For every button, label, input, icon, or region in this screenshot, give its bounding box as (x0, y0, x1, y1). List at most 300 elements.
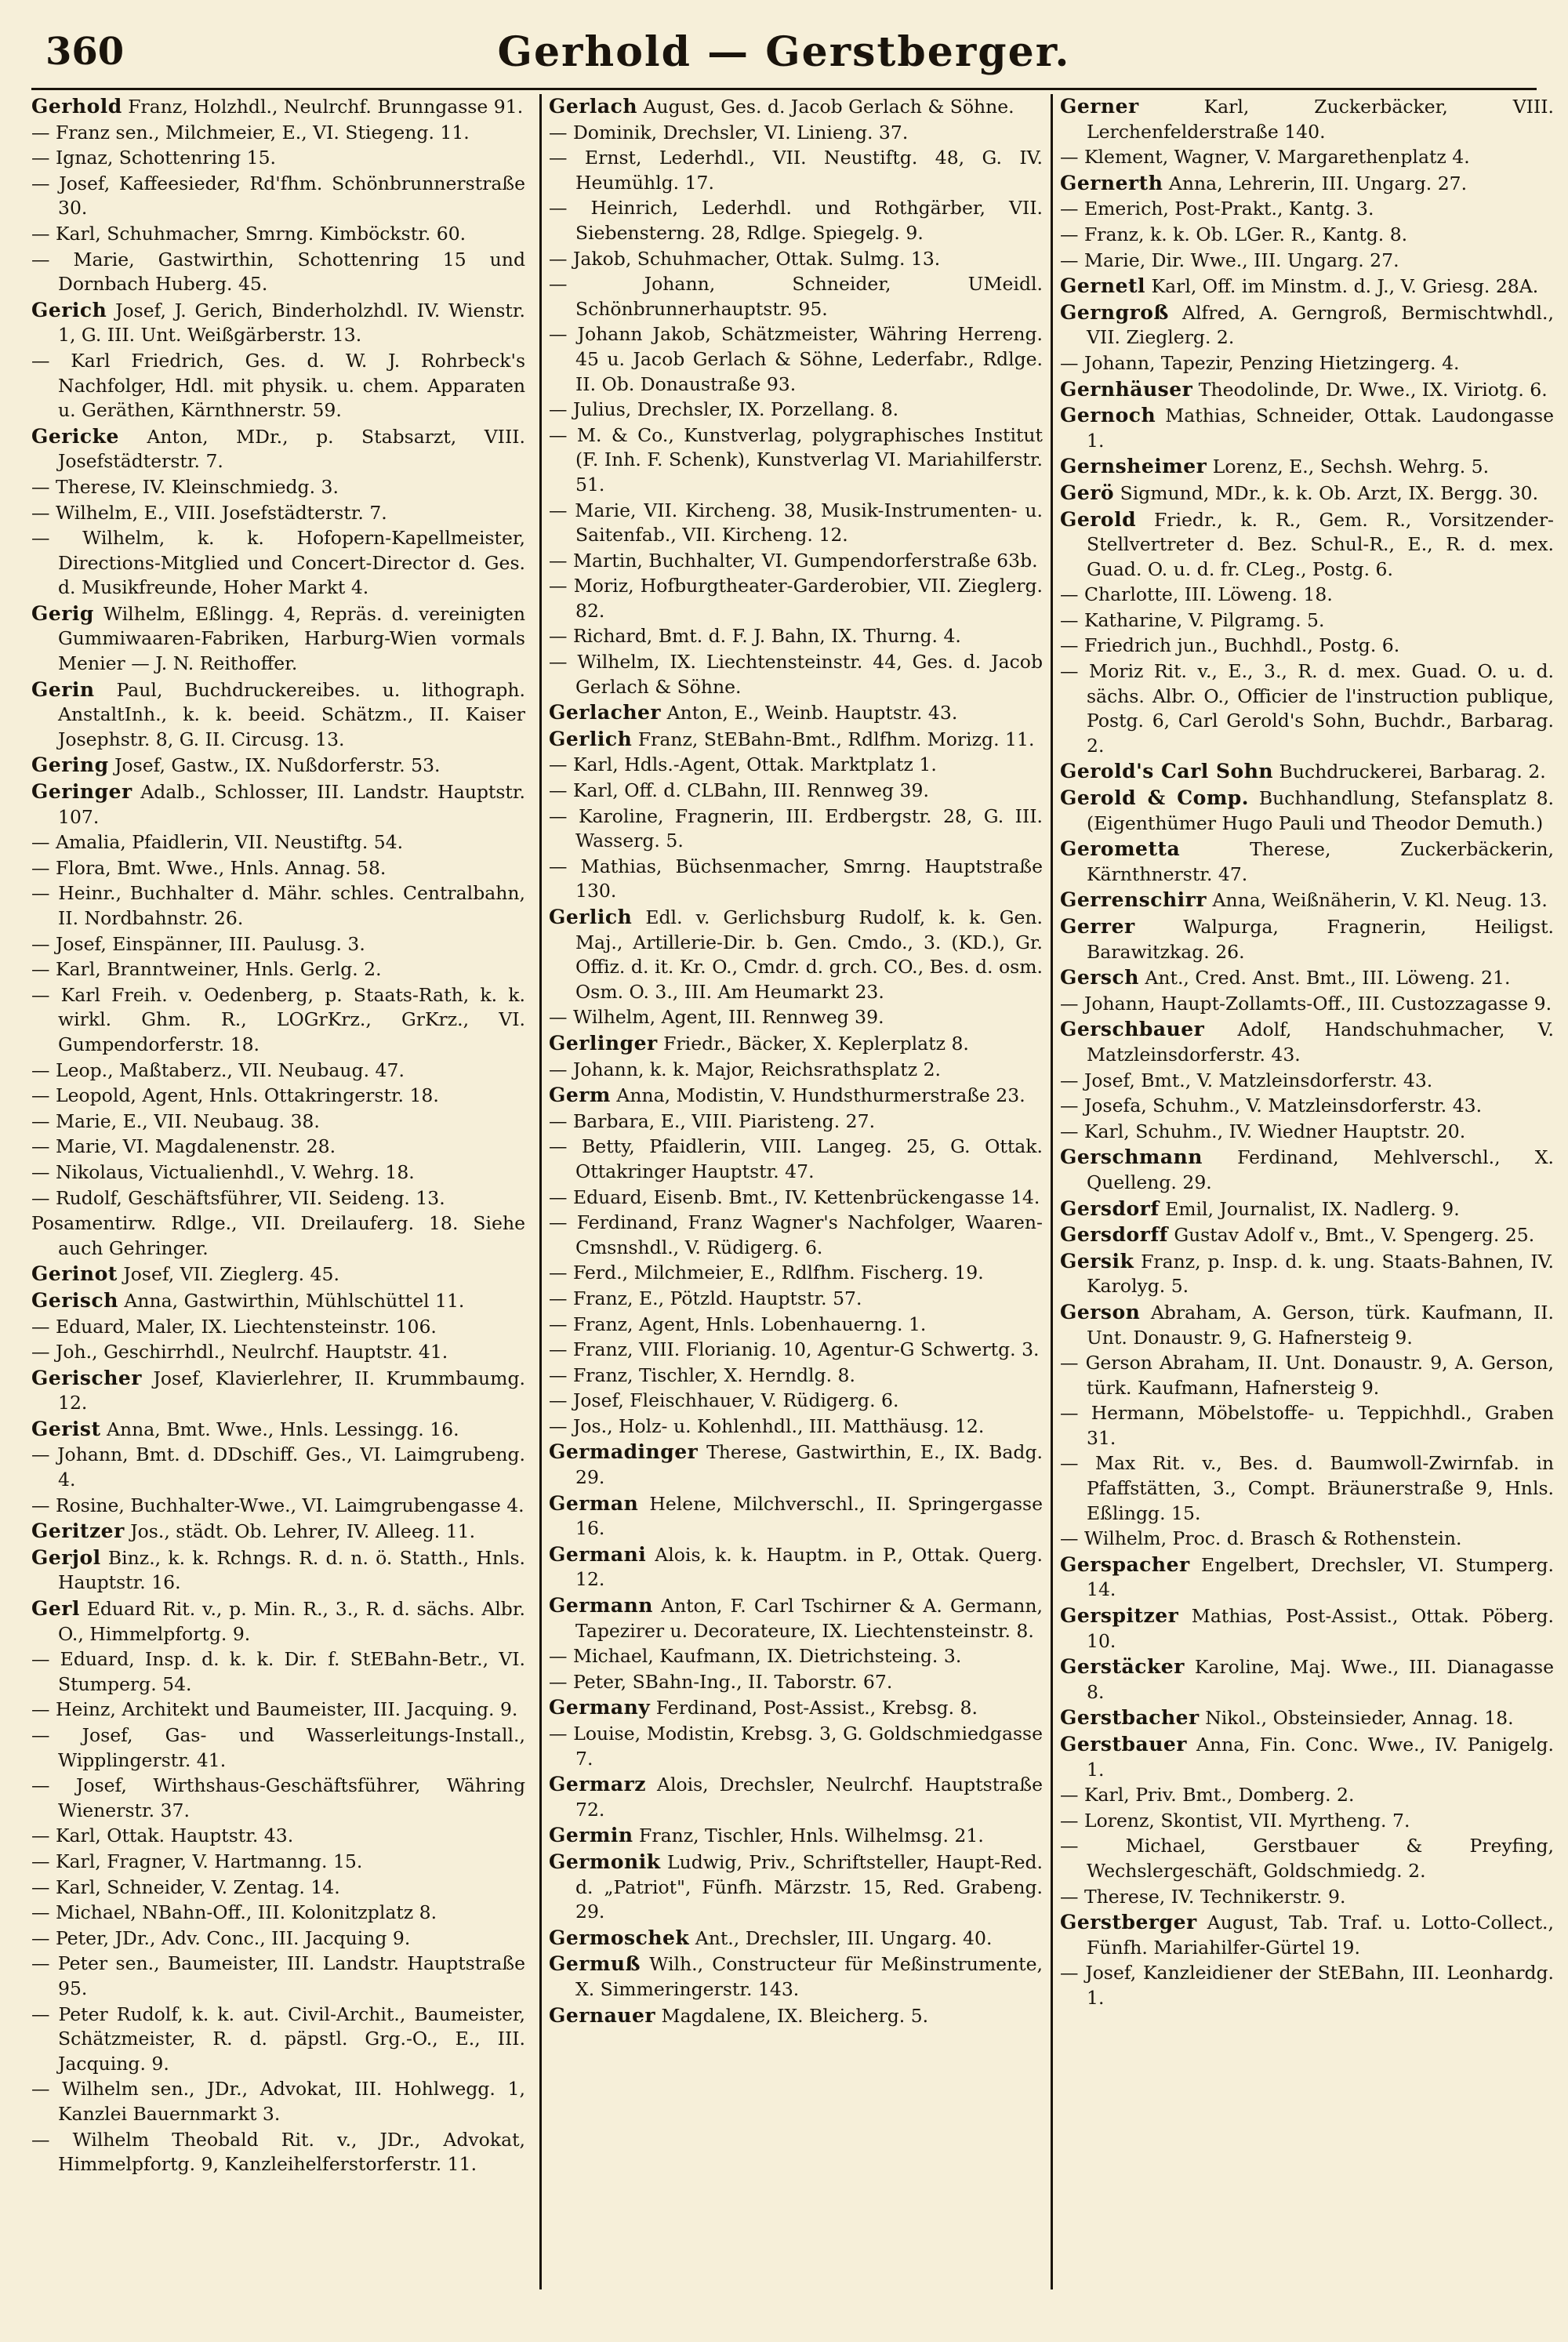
directory-entry (1060, 171, 1554, 197)
entry-text: Therese, Gastwirthin, E., IX. Badg. 29. (575, 1441, 1043, 1489)
entry-surname: Germarz (549, 1773, 646, 1796)
entry-surname: Germann (549, 1594, 653, 1618)
entry-surname: Gernetl (1060, 274, 1146, 298)
entry-text: — Ernst, Lederhdl., VII. Neustiftg. 48, G. IV. Heumühlg. 17. (549, 147, 1043, 194)
directory-entry (1060, 659, 1554, 758)
entry-text: Franz, p. Insp. d. k. ung. Staats-Bahnen, IV. Karolyg. 5. (1087, 1250, 1554, 1298)
entry-text: — Johann Jakob, Schätzmeister, Währing Herreng. 45 u. Jacob Gerlach & Söhne, Lederfabr., Rdlge. II. Ob. Donaustraße 93. (549, 323, 1043, 395)
directory-entry (31, 1519, 525, 1545)
entry-text: Mathias, Schneider, Ottak. Laudongasse 1. (1087, 405, 1554, 452)
directory-entry (1060, 1196, 1554, 1222)
entry-text: — Peter, JDr., Adv. Conc., III. Jacquing 9. (31, 1926, 411, 1949)
directory-entry (1060, 94, 1554, 144)
entry-text: Anna, Bmt. Wwe., Hnls. Lessingg. 16. (107, 1418, 459, 1440)
entry-text: — Wilhelm, IX. Liechtensteinstr. 44, Ges. d. Jacob Gerlach & Söhne. (549, 651, 1043, 698)
entry-surname: Gerig (31, 601, 94, 625)
entry-text: — Leopold, Agent, Hnls. Ottakringerstr. 18. (31, 1084, 439, 1107)
directory-entry (549, 1542, 1043, 1592)
directory-entry (31, 424, 525, 474)
entry-surname: Gersdorf (1060, 1196, 1160, 1220)
directory-entry (1060, 197, 1554, 222)
entry-text: Anna, Weißnäherin, V. Kl. Neug. 13. (1212, 889, 1548, 912)
directory-entry (31, 753, 525, 779)
directory-entry (31, 1697, 525, 1723)
directory-entry (1060, 1351, 1554, 1400)
directory-entry (31, 1109, 525, 1135)
entry-surname: Gerlacher (549, 701, 662, 724)
entry-text: — Emerich, Post-Prakt., Kantg. 3. (1060, 198, 1374, 220)
entry-surname: Gerner (1060, 95, 1139, 118)
entry-surname: Gernhäuser (1060, 377, 1193, 401)
directory-entry (549, 1772, 1043, 1822)
entry-surname: Gerisch (31, 1288, 118, 1312)
directory-entry (31, 1058, 525, 1084)
entry-text: Anton, F. Carl Tschirner & A. Germann, Tapezirer u. Decorateure, IX. Liechtensteinstr. 8. (575, 1595, 1043, 1642)
directory-entry (31, 1211, 525, 1261)
column-divider (1051, 94, 1053, 2289)
directory-entry (1060, 837, 1554, 887)
entry-surname: Gernsheimer (1060, 455, 1207, 478)
directory-entry (549, 753, 1043, 778)
entry-text: Ferdinand, Post-Assist., Krebsg. 8. (655, 1697, 978, 1719)
directory-entry (31, 94, 525, 120)
entry-surname: Gernauer (549, 2003, 656, 2027)
directory-entry (549, 1695, 1043, 1721)
directory-entry (31, 1723, 525, 1773)
directory-entry (31, 298, 525, 348)
directory-entry (549, 94, 1043, 120)
entry-text: — Leop., Maßtaberz., VII. Neubaug. 47. (31, 1058, 405, 1081)
entry-text: — Peter Rudolf, k. k. aut. Civil-Archit., Baumeister, Schätzmeister, R. d. päpstl. Grg.-O., E., III. Jacquing. 9. (31, 2003, 525, 2075)
entry-text: Buchhandlung, Stefansplatz 8. (Eigenthümer Hugo Pauli und Theodor Demuth.) (1087, 787, 1554, 834)
entry-text: — M. & Co., Kunstverlag, polygraphisches Institut (F. Inh. F. Schenk), Kunstverlag VI. Mariahilferstr. 51. (549, 423, 1043, 496)
entry-text: Ludwig, Priv., Schriftsteller, Haupt-Red. d. „Patriot", Fünfh. Märzstr. 15, Red. Grabeng. 29. (575, 1850, 1043, 1923)
entry-surname: Germany (549, 1696, 651, 1719)
entry-surname: Germadinger (549, 1440, 699, 1464)
entry-text: Paul, Buchdruckereibes. u. lithograph. AnstaltInh., k. k. beeid. Schätzm., II. Kaiser Josephstr. 8, G. II. Circusg. 13. (58, 678, 525, 750)
directory-entry (31, 1901, 525, 1926)
entry-text: — Heinrich, Lederhdl. und Rothgärber, VII. Siebensterng. 28, Rdlge. Spiegelg. 9. (549, 197, 1043, 244)
entry-text: — Josef, Einspänner, III. Paulusg. 3. (31, 932, 365, 955)
directory-entry (31, 1443, 525, 1492)
entry-text: — Betty, Pfaidlerin, VIII. Langeg. 25, G. Ottak. Ottakringer Hauptstr. 47. (549, 1135, 1043, 1182)
entry-text: Theodolinde, Dr. Wwe., IX. Viriotg. 6. (1198, 378, 1548, 401)
directory-entry (31, 501, 525, 526)
directory-entry (31, 1926, 525, 1952)
directory-entry (1060, 1705, 1554, 1731)
directory-entry (549, 779, 1043, 804)
directory-entry (31, 1262, 525, 1287)
directory-entry (549, 1850, 1043, 1925)
entry-text: — Franz, k. k. Ob. LGer. R., Kantg. 8. (1060, 223, 1408, 245)
entry-text: — Wilhelm, k. k. Hofopern-Kapellmeister, Directions-Mitglied und Concert-Director d. Ges. d. Musikfreunde, Hoher Markt 4. (31, 527, 525, 599)
entry-text: Posamentirw. Rdlge., VII. Dreilauferg. 18. Siehe auch Gehringer. (31, 1212, 525, 1259)
entry-text: — Marie, VII. Kircheng. 38, Musik-Instrumenten- u. Saitenfab., VII. Kircheng. 12. (549, 499, 1043, 546)
entry-text: — Eduard, Insp. d. k. k. Dir. f. StEBahn-Betr., VI. Stumperg. 54. (31, 1648, 525, 1695)
directory-entry (1060, 145, 1554, 170)
directory-entry (549, 1926, 1043, 1952)
directory-entry (1060, 377, 1554, 403)
entry-text: Franz, Tischler, Hnls. Wilhelmsg. 21. (639, 1825, 984, 1847)
directory-entry (1060, 274, 1554, 300)
directory-entry (1060, 1222, 1554, 1248)
entry-text: Nikol., Obsteinsieder, Annag. 18. (1205, 1707, 1514, 1730)
directory-entry (549, 700, 1043, 726)
entry-surname: Gerschmann (1060, 1146, 1203, 1169)
entry-text: — Karl, Ottak. Hauptstr. 43. (31, 1825, 294, 1847)
directory-entry (549, 247, 1043, 272)
directory-entry (1060, 1145, 1554, 1195)
entry-surname: Gerich (31, 298, 107, 321)
directory-entry (1060, 1603, 1554, 1654)
entry-text: — Karl, Fragner, V. Hartmanng. 15. (31, 1850, 363, 1872)
entry-surname: Gerlich (549, 727, 633, 750)
entry-text: — Karl, Schneider, V. Zentag. 14. (31, 1875, 340, 1898)
entry-text: Franz, Holzhdl., Neulrchf. Brunngasse 91. (128, 96, 524, 118)
entry-text: — Friedrich jun., Buchhdl., Postg. 6. (1060, 634, 1400, 657)
directory-entry (549, 272, 1043, 321)
directory-entry (549, 1261, 1043, 1286)
entry-text: Anna, Fin. Conc. Wwe., IV. Panigelg. 1. (1087, 1734, 1554, 1781)
entry-surname: Gerl (31, 1597, 80, 1621)
entry-surname: Gericke (31, 424, 119, 448)
entry-text: Anna, Modistin, V. Hundsthurmerstraße 23. (616, 1084, 1025, 1107)
directory-entry (549, 1186, 1043, 1211)
entry-text: Sigmund, MDr., k. k. Ob. Arzt, IX. Bergg. 30. (1120, 481, 1539, 504)
directory-entry (1060, 1885, 1554, 1910)
directory-entry (1060, 1552, 1554, 1603)
directory-entry (31, 1596, 525, 1647)
directory-entry (31, 526, 525, 601)
entry-text: — Flora, Bmt. Wwe., Hnls. Annag. 58. (31, 856, 387, 879)
entry-text: Karl, Off. im Minstm. d. J., V. Griesg. 28A. (1151, 275, 1539, 298)
directory-entry (549, 1313, 1043, 1338)
entry-text: Wilhelm, Eßlingg. 4, Repräs. d. vereinigten Gummiwaaren-Fabriken, Harburg-Wien vormals Menier — J. N. Reithoffer. (58, 602, 525, 675)
entry-text: — Karl, Branntweiner, Hnls. Gerlg. 2. (31, 958, 382, 981)
directory-entry (1060, 634, 1554, 659)
entry-text: — Franz, Agent, Hnls. Lobenhauerng. 1. (549, 1313, 927, 1335)
entry-text: — Rudolf, Geschäftsführer, VII. Seideng. 13. (31, 1186, 445, 1209)
entry-surname: Gerstbauer (1060, 1733, 1187, 1756)
directory-entry (1060, 1451, 1554, 1526)
entry-surname: Gerson (1060, 1300, 1141, 1324)
directory-entry (549, 727, 1043, 753)
entry-surname: Gerrenschirr (1060, 888, 1207, 912)
entry-text: Josef, Klavierlehrer, II. Krummbaumg. 12. (58, 1367, 525, 1414)
directory-entry (31, 2003, 525, 2077)
entry-text: — Max Rit. v., Bes. d. Baumwoll-Zwirnfab. in Pfaffstätten, 3., Compt. Bräunerstraße 9, Hnls. Eßlingg. 15. (1060, 1452, 1554, 1524)
entry-text: — Lorenz, Skontist, VII. Myrtheng. 7. (1060, 1809, 1410, 1832)
entry-surname: Gerinot (31, 1262, 118, 1286)
entry-text: — Josef, Fleischhauer, V. Rüdigerg. 6. (549, 1389, 899, 1412)
entry-text: — Marie, Gastwirthin, Schottenring 15 und Dornbach Huberg. 45. (31, 248, 525, 296)
entry-surname: Gernerth (1060, 171, 1163, 194)
entry-text: Alfred, A. Gerngroß, Bermischtwhdl., VII. Zieglerg. 2. (1087, 301, 1554, 349)
entry-text: — Therese, IV. Technikerstr. 9. (1060, 1885, 1346, 1908)
directory-entry (31, 779, 525, 830)
entry-text: — Marie, E., VII. Neubaug. 38. (31, 1109, 320, 1132)
directory-entry (1060, 1910, 1554, 1960)
entry-text: Friedr., Bäcker, X. Keplerplatz 8. (663, 1032, 969, 1055)
entry-surname: Gerspitzer (1060, 1604, 1179, 1628)
directory-entry (31, 881, 525, 931)
directory-entry (1060, 454, 1554, 480)
entry-text: Abraham, A. Gerson, türk. Kaufmann, II. Unt. Donaustr. 9, G. Hafnersteig 9. (1087, 1301, 1554, 1349)
entry-text: Adalb., Schlosser, III. Landstr. Hauptstr. 107. (58, 781, 525, 828)
entry-text: — Karl, Schuhm., IV. Wiedner Hauptstr. 20. (1060, 1120, 1466, 1142)
directory-entry (549, 1593, 1043, 1643)
directory-entry (549, 1440, 1043, 1490)
entry-text: — Moriz, Hofburgtheater-Garderobier, VII. Zieglerg. 82. (549, 575, 1043, 622)
directory-entry (1060, 965, 1554, 991)
directory-entry (1060, 888, 1554, 913)
entry-surname: Gerjol (31, 1545, 101, 1569)
directory-entry (1060, 1094, 1554, 1119)
directory-entry (1060, 1732, 1554, 1782)
entry-text: — Josefa, Schuhm., V. Matzleinsdorferstr. 43. (1060, 1095, 1483, 1117)
entry-surname: Gerin (31, 677, 95, 701)
directory-entry (31, 1084, 525, 1109)
entry-surname: Germ (549, 1084, 611, 1107)
entry-surname: Geritzer (31, 1520, 125, 1543)
entry-surname: Geringer (31, 780, 132, 804)
entry-text: Josef, J. Gerich, Binderholzhdl. IV. Wienstr. 1, G. III. Unt. Weißgärberstr. 13. (58, 299, 525, 347)
entry-text: — Mathias, Büchsenmacher, Smrng. Hauptstraße 130. (549, 855, 1043, 902)
entry-surname: Germin (549, 1824, 633, 1847)
entry-text: — Karl Freih. v. Oedenberg, p. Staats-Rath, k. k. wirkl. Ghm. R., LOGrKrz., GrKrz., VI. Gumpendorferstr. 18. (31, 983, 525, 1055)
entry-text: Karoline, Maj. Wwe., III. Dianagasse 8. (1087, 1656, 1554, 1703)
directory-entry (31, 1340, 525, 1365)
entry-text: Wilh., Constructeur für Meßinstrumente, X. Simmeringerstr. 143. (575, 1953, 1043, 2000)
directory-entry (1060, 1654, 1554, 1705)
directory-entry (549, 398, 1043, 423)
entry-text: Jos., städt. Ob. Lehrer, IV. Alleeg. 11. (130, 1520, 476, 1543)
entry-text: — Amalia, Pfaidlerin, VII. Neustiftg. 54. (31, 831, 404, 854)
page-number: 360 (45, 30, 125, 74)
entry-text: — Karl, Priv. Bmt., Domberg. 2. (1060, 1784, 1355, 1806)
directory-entry (31, 957, 525, 982)
entry-text: — Ferd., Milchmeier, E., Rdlfhm. Fischerg. 19. (549, 1262, 984, 1284)
directory-entry (549, 423, 1043, 498)
directory-entry (549, 855, 1043, 904)
directory-entry (1060, 1834, 1554, 1883)
directory-entry (1060, 300, 1554, 350)
entry-text: Magdalene, IX. Bleicherg. 5. (661, 2004, 929, 2027)
directory-entry (31, 1850, 525, 1875)
column-3 (1060, 94, 1554, 2313)
entry-text: — Richard, Bmt. d. F. J. Bahn, IX. Thurng. 4. (549, 625, 961, 648)
entry-text: — Karl, Schuhmacher, Smrng. Kimböckstr. 60. (31, 222, 466, 245)
entry-surname: Gerold (1060, 507, 1137, 531)
entry-surname: Gerö (1060, 481, 1115, 504)
directory-entry (549, 1005, 1043, 1030)
directory-entry (1060, 1527, 1554, 1552)
entry-surname: Gerold & Comp. (1060, 786, 1249, 810)
entry-text: — Jos., Holz- u. Kohlenhdl., III. Matthäusg. 12. (549, 1414, 985, 1437)
entry-text: — Michael, Gerstbauer & Preyfing, Wechslergeschäft, Goldschmiedg. 2. (1060, 1835, 1554, 1882)
directory-entry (1060, 992, 1554, 1017)
entry-text: — Peter, SBahn-Ing., II. Taborstr. 67. (549, 1670, 893, 1693)
entry-text: — Charlotte, III. Löweng. 18. (1060, 583, 1333, 606)
entry-surname: German (549, 1491, 639, 1515)
directory-entry (549, 905, 1043, 1004)
directory-entry (1060, 249, 1554, 274)
directory-entry (31, 1494, 525, 1519)
directory-entry (31, 830, 525, 855)
directory-entry (549, 1031, 1043, 1057)
directory-entry (1060, 1120, 1554, 1145)
page-header (31, 22, 1537, 85)
directory-entry (31, 146, 525, 171)
entry-text: Adolf, Handschuhmacher, V. Matzleinsdorferstr. 43. (1087, 1018, 1554, 1066)
entry-text: — Joh., Geschirrhdl., Neulrchf. Hauptstr. 41. (31, 1341, 448, 1363)
entry-text: Therese, Zuckerbäckerin, Kärnthnerstr. 47. (1087, 838, 1554, 885)
entry-text: Anton, MDr., p. Stabsarzt, VIII. Josefstädterstr. 7. (58, 425, 525, 473)
running-head: Gerhold — Gerstberger. (497, 28, 1071, 76)
directory-entry (31, 1824, 525, 1849)
directory-entry (1060, 786, 1554, 836)
directory-entry (549, 1287, 1043, 1312)
directory-entry (31, 1774, 525, 1823)
entry-text: Ant., Drechsler, III. Ungarg. 40. (695, 1926, 993, 1949)
directory-entry (31, 601, 525, 677)
entry-text: — Gerson Abraham, II. Unt. Donaustr. 9, A. Gerson, türk. Kaufmann, Hafnersteig 9. (1060, 1352, 1554, 1399)
directory-entry (31, 1315, 525, 1340)
entry-text: Edl. v. Gerlichsburg Rudolf, k. k. Gen. Maj., Artillerie-Dir. b. Gen. Cmdo., 3. (KD.), Gr. Offiz. d. it. Kr. O., Cmdr. d. grch. CO., Bes. d. osm. Osm. O. 3., III. Am Heumarkt 23. (575, 906, 1043, 1003)
entry-surname: Gerlich (549, 906, 633, 928)
entry-text: Mathias, Post-Assist., Ottak. Pöberg. 10. (1087, 1605, 1554, 1652)
entry-text: — Klement, Wagner, V. Margarethenplatz 4. (1060, 146, 1470, 169)
directory-entry (1060, 583, 1554, 608)
entry-surname: Germonik (549, 1850, 661, 1873)
directory-entry (549, 1211, 1043, 1260)
directory-entry (31, 1417, 525, 1443)
entry-text: — Johann, Haupt-Zollamts-Off., III. Custozzagasse 9. (1060, 992, 1552, 1015)
entry-text: Engelbert, Drechsler, VI. Stumperg. 14. (1087, 1553, 1554, 1601)
entry-surname: Gerstäcker (1060, 1655, 1185, 1679)
directory-entry (549, 1338, 1043, 1363)
directory-entry (1060, 759, 1554, 785)
entry-text: — Wilhelm, Proc. d. Brasch & Rothenstein. (1060, 1527, 1462, 1550)
directory-entry (31, 1135, 525, 1160)
directory-entry (31, 932, 525, 957)
entry-surname: Gerspacher (1060, 1552, 1190, 1576)
directory-entry (31, 677, 525, 753)
entry-text: — Therese, IV. Kleinschmiedg. 3. (31, 475, 339, 498)
entry-text: — Karl Friedrich, Ges. d. W. J. Rohrbeck's Nachfolger, Hdl. mit physik. u. chem. Apparaten u. Geräthen, Kärnthnerstr. 59. (31, 349, 525, 422)
directory-entry (549, 804, 1043, 854)
entry-surname: Gerischer (31, 1366, 142, 1389)
entry-text: — Karl, Off. d. CLBahn, III. Rennweg 39. (549, 779, 929, 802)
directory-entry (549, 624, 1043, 649)
entry-text: — Eduard, Eisenb. Bmt., IV. Kettenbrückengasse 14. (549, 1186, 1040, 1208)
entry-surname: Gerlach (549, 95, 638, 118)
entry-text: — Louise, Modistin, Krebsg. 3, G. Goldschmiedgasse 7. (549, 1723, 1043, 1770)
entry-surname: Gersdorff (1060, 1223, 1168, 1247)
entry-surname: Gering (31, 753, 109, 777)
entry-surname: Gersik (1060, 1249, 1134, 1273)
directory-entry (549, 499, 1043, 548)
entry-surname: Gerometta (1060, 837, 1181, 861)
entry-surname: Gerhold (31, 95, 122, 118)
entry-text: — Moriz Rit. v., E., 3., R. d. mex. Guad. O. u. d. sächs. Albr. O., Officier de l'instruction publique, Postg. 6, Carl Gerold's Sohn, Buchdr., Barbarag. 2. (1060, 660, 1554, 757)
entry-surname: Gernoch (1060, 404, 1156, 427)
entry-text: — Josef, Wirthshaus-Geschäftsführer, Währing Wienerstr. 37. (31, 1774, 525, 1821)
entry-text: Lorenz, E., Sechsh. Wehrg. 5. (1212, 456, 1490, 478)
entry-text: Anna, Gastwirthin, Mühlschüttel 11. (124, 1289, 465, 1312)
entry-text: — Heinz, Architekt und Baumeister, III. Jacquing. 9. (31, 1698, 518, 1721)
directory-entry (1060, 1300, 1554, 1350)
entry-surname: Germani (549, 1542, 647, 1566)
directory-entry (31, 1545, 525, 1596)
column-2 (549, 94, 1043, 2313)
entry-text: Friedr., k. R., Gem. R., Vorsitzender-Stellvertreter d. Bez. Schul-R., E., R. d. mex. Guad. O. u. d. fr. CLeg., Postg. 6. (1087, 508, 1554, 580)
directory-entry (549, 121, 1043, 146)
entry-text: — Dominik, Drechsler, VI. Linieng. 37. (549, 121, 909, 143)
directory-entry (31, 1366, 525, 1416)
entry-text: Emil, Journalist, IX. Nadlerg. 9. (1165, 1197, 1460, 1220)
entry-text: — Martin, Buchhalter, VI. Gumpendorferstraße 63b. (549, 549, 1038, 572)
entry-text: Ferdinand, Mehlverschl., X. Quelleng. 29. (1087, 1146, 1554, 1193)
directory-entry (549, 1363, 1043, 1389)
directory-entry (31, 1186, 525, 1211)
entry-surname: Gerstberger (1060, 1911, 1197, 1934)
directory-entry (1060, 1809, 1554, 1834)
entry-surname: Gersch (1060, 966, 1139, 989)
directory-entry (31, 172, 525, 221)
directory-entry (549, 322, 1043, 397)
directory-entry (1060, 351, 1554, 376)
directory-entry (31, 856, 525, 881)
directory-entry (31, 2077, 525, 2126)
entry-text: August, Tab. Traf. u. Lotto-Collect., Fünfh. Mariahilfer-Gürtel 19. (1087, 1912, 1554, 1959)
directory-entry (31, 222, 525, 247)
directory-entry (31, 1160, 525, 1186)
entry-text: Franz, StEBahn-Bmt., Rdlfhm. Morizg. 11. (637, 728, 1035, 750)
entry-text: — Rosine, Buchhalter-Wwe., VI. Laimgrubengasse 4. (31, 1494, 524, 1516)
directory-entry (31, 1288, 525, 1314)
entry-surname: Gerngroß (1060, 300, 1169, 324)
entry-text: — Katharine, V. Pilgramg. 5. (1060, 608, 1325, 631)
entry-text: — Marie, VI. Magdalenenstr. 28. (31, 1135, 336, 1158)
directory-entry (1060, 507, 1554, 583)
directory-entry (549, 1670, 1043, 1695)
directory-entry (31, 1875, 525, 1901)
directory-entry (1060, 608, 1554, 634)
directory-entry (549, 1109, 1043, 1135)
directory-entry (549, 1823, 1043, 1849)
entry-text: Anton, E., Weinb. Hauptstr. 43. (666, 702, 958, 724)
entry-text: Buchdruckerei, Barbarag. 2. (1279, 761, 1546, 783)
directory-entry (31, 475, 525, 500)
entry-text: — Heinr., Buchhalter d. Mähr. schles. Centralbahn, II. Nordbahnstr. 26. (31, 882, 525, 929)
directory-entry (31, 2128, 525, 2177)
directory-entry (549, 2003, 1043, 2029)
directory-entry (1060, 1401, 1554, 1451)
directory-entry (1060, 1783, 1554, 1808)
entry-text: — Josef, Bmt., V. Matzleinsdorferstr. 43. (1060, 1069, 1433, 1091)
entry-text: — Franz, E., Pötzld. Hauptstr. 57. (549, 1287, 862, 1309)
entry-text: Alois, Drechsler, Neulrchf. Hauptstraße 72. (575, 1774, 1043, 1821)
entry-text: — Karoline, Fragnerin, III. Erdbergstr. 28, G. III. Wasserg. 5. (549, 804, 1043, 852)
entry-surname: Gerold's Carl Sohn (1060, 760, 1274, 783)
directory-entry (549, 1058, 1043, 1083)
entry-text: — Ferdinand, Franz Wagner's Nachfolger, Waaren-Cmsnshdl., V. Rüdigerg. 6. (549, 1211, 1043, 1258)
entry-text: — Josef, Kaffeesieder, Rd'fhm. Schönbrunnerstraße 30. (31, 172, 525, 220)
entry-text: Karl, Zuckerbäcker, VIII. Lerchenfelderstraße 140. (1087, 96, 1554, 143)
directory-entry (1060, 223, 1554, 248)
entry-text: — Peter sen., Baumeister, III. Landstr. Hauptstraße 95. (31, 1952, 525, 1999)
